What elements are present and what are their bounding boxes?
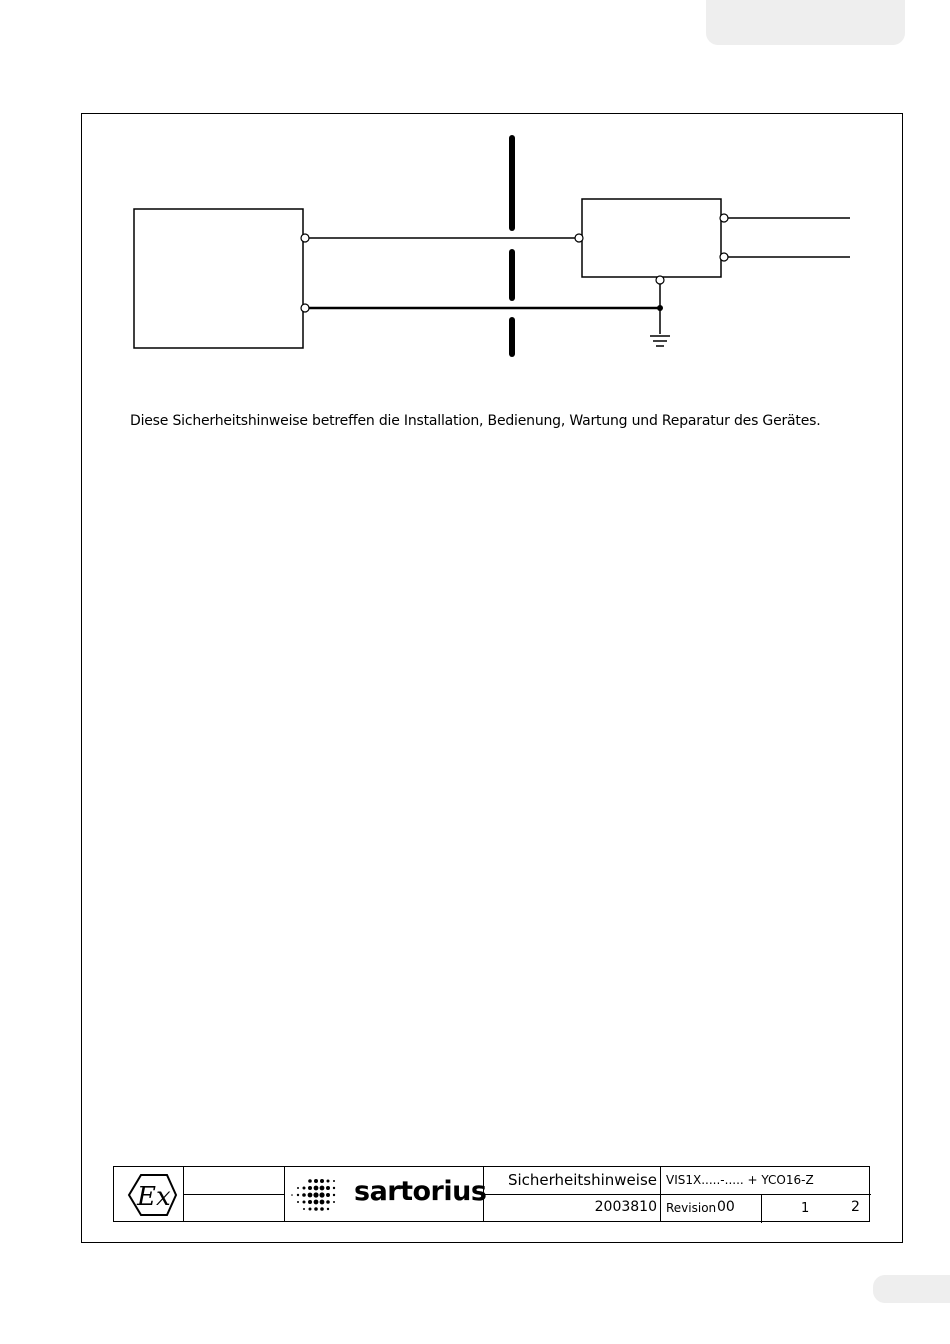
page-number: 1 [801,1201,810,1216]
wiring-diagram [0,0,950,400]
ex-logo-text: Ex [137,1182,171,1212]
brand-name: sartorius [354,1176,487,1207]
terminal [301,234,309,242]
doc-title: Sicherheitshinweise [507,1171,657,1189]
ex-logo-icon [119,1170,179,1220]
terminal [720,253,728,261]
terminal [720,214,728,222]
doc-number: 2003810 [594,1199,657,1215]
device-box-left [134,209,303,348]
revision-label: Revision [666,1201,717,1215]
intro-text: Diese Sicherheitshinweise betreffen die Installation, Bedienung, Wartung und Reparatur des Gerätes. [130,413,821,429]
page-tab-bottom [873,1275,950,1303]
device-box-right [582,199,721,277]
junction-dot [657,305,663,311]
revision-value: 00 [717,1199,735,1215]
terminal [575,234,583,242]
terminal [301,304,309,312]
model-number: VIS1X.....-..... + YCO16-Z [666,1173,814,1187]
page-count: 2 [851,1199,860,1215]
sartorius-dots-icon [290,1177,346,1213]
title-block [113,1166,870,1222]
terminal [656,276,664,284]
